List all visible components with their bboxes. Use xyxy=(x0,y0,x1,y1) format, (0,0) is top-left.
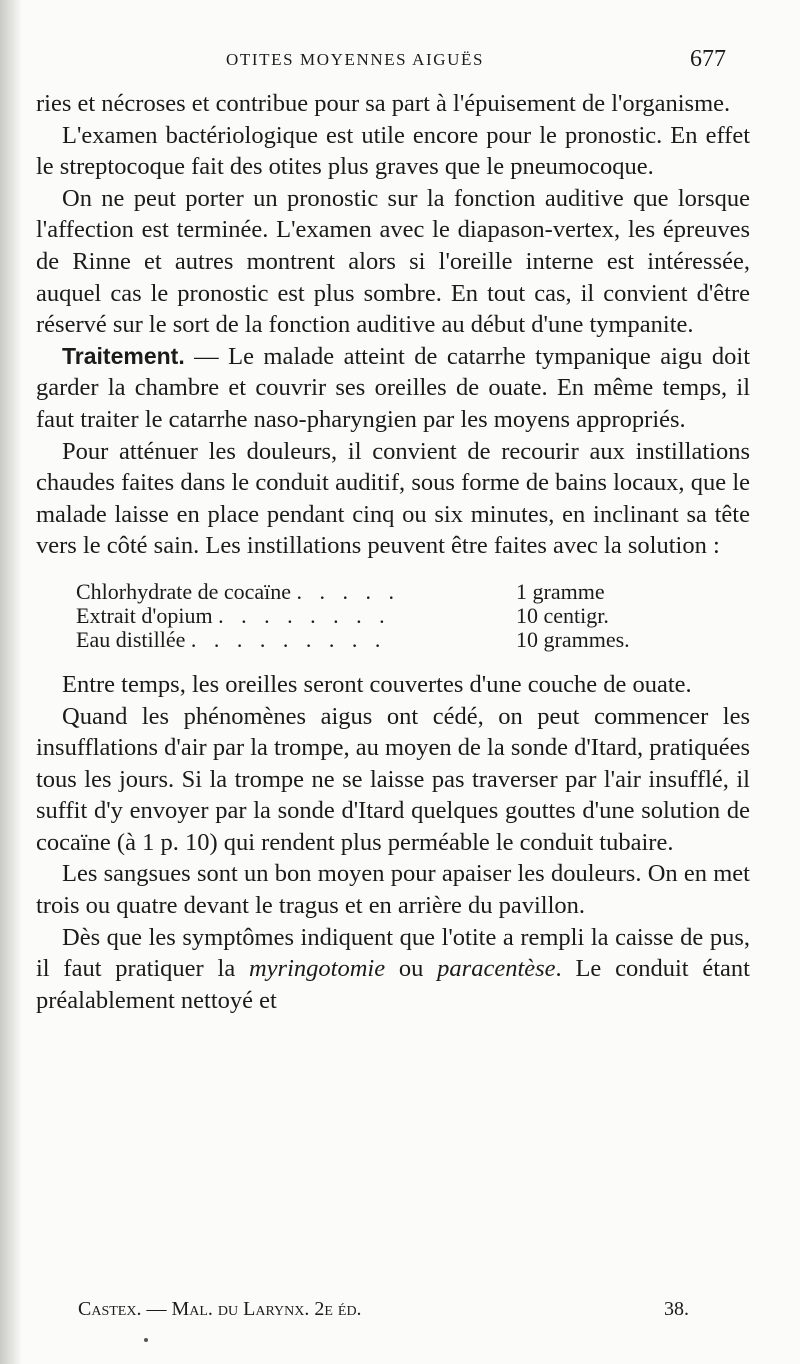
paragraph-prognosis: On ne peut porter un pronostic sur la fonction auditive que lorsque l'affection est terminée. L'examen avec le diapason-vertex, les épreuves de Rinne et autres montrent alors si l'oreille interne est intéressée, auquel cas le pronostic est plus sombre. En tout cas, il convient d'être réservé sur le sort de la fonction auditive au début d'une tympanite. xyxy=(36,184,750,339)
body-text xyxy=(36,88,750,1016)
recipe-table xyxy=(36,580,750,652)
footer-signature-mark: 38. xyxy=(664,1298,689,1320)
page-gutter-shadow xyxy=(0,0,22,1364)
paragraph-treatment-body: — Le malade atteint de catarrhe tympanique aigu doit garder la chambre et couvrir ses oreilles de ouate. En même temps, il faut traiter le catarrhe naso-pharyngien par les moyens appropriés. xyxy=(36,342,750,433)
recipe-ingredient: Chlorhydrate de cocaïne . . . . . xyxy=(76,579,401,604)
paragraph-continuation: ries et nécroses et contribue pour sa part à l'épuisement de l'organisme. xyxy=(36,90,731,117)
paragraph-leeches: Les sangsues sont un bon moyen pour apaiser les douleurs. On en met trois ou quatre devant le tragus et en arrière du pavillon. xyxy=(36,860,750,920)
ink-speck xyxy=(144,1338,148,1342)
running-title: OTITES MOYENNES AIGUËS xyxy=(226,50,485,69)
term-myringotomie: myringotomie xyxy=(248,955,386,983)
recipe-row xyxy=(76,580,750,604)
leader-dots: . . . . . . . . xyxy=(218,603,391,628)
leader-dots: . . . . . . . . . xyxy=(190,627,387,652)
page-number: 677 xyxy=(690,46,726,72)
recipe-row xyxy=(76,604,750,628)
recipe-row xyxy=(76,628,750,652)
paragraph-bacteriology: L'examen bactériologique est utile encore pour le pronostic. En effet le streptocoque fait des otites plus graves que le pneumocoque. xyxy=(36,121,750,181)
recipe-quantity: 10 grammes. xyxy=(516,626,630,652)
section-title-treatment: Traitement. xyxy=(62,342,185,369)
page-footer xyxy=(0,1298,800,1328)
leader-dots: . . . . . xyxy=(296,579,401,604)
recipe-quantity: 10 centigr. xyxy=(516,602,609,628)
term-paracentese: paracentèse xyxy=(437,955,556,983)
paragraph-treatment xyxy=(36,341,750,436)
paragraph-instillations: Pour atténuer les douleurs, il convient de recourir aux instillations chaudes faites dans le conduit auditif, sous forme de bains locaux, que le malade laisse en place pendant cinq ou six minutes, en inclinant sa tête vers le côté sain. Les instillations peuvent être faites avec la solution : xyxy=(36,437,750,560)
running-head xyxy=(0,46,800,76)
recipe-ingredient: Eau distillée . . . . . . . . . xyxy=(76,627,387,652)
paragraph-insufflations: Quand les phénomènes aigus ont cédé, on peut commencer les insufflations d'air par la trompe, au moyen de la sonde d'Itard, pratiquées tous les jours. Si la trompe ne se laisse pas traverser par l'air insufflé, il suffit d'y envoyer par la sonde d'Itard quelques gouttes d'une solution de cocaïne (à 1 p. 10) qui rendent plus perméable le conduit tubaire. xyxy=(36,702,750,856)
paragraph-myringotomy: Dès que les symptômes indiquent que l'otite a rempli la caisse de pus, il faut pratiquer la myringotomie ou paracentèse. Le conduit étant préalablement nettoyé et xyxy=(36,923,750,1014)
recipe-ingredient: Extrait d'opium . . . . . . . . xyxy=(76,603,391,628)
footer-author-note: Castex. — Mal. du Larynx. 2e éd. xyxy=(78,1298,362,1320)
paragraph-cotton: Entre temps, les oreilles seront couvertes d'une couche de ouate. xyxy=(62,670,692,698)
recipe-quantity: 1 gramme xyxy=(516,578,605,604)
